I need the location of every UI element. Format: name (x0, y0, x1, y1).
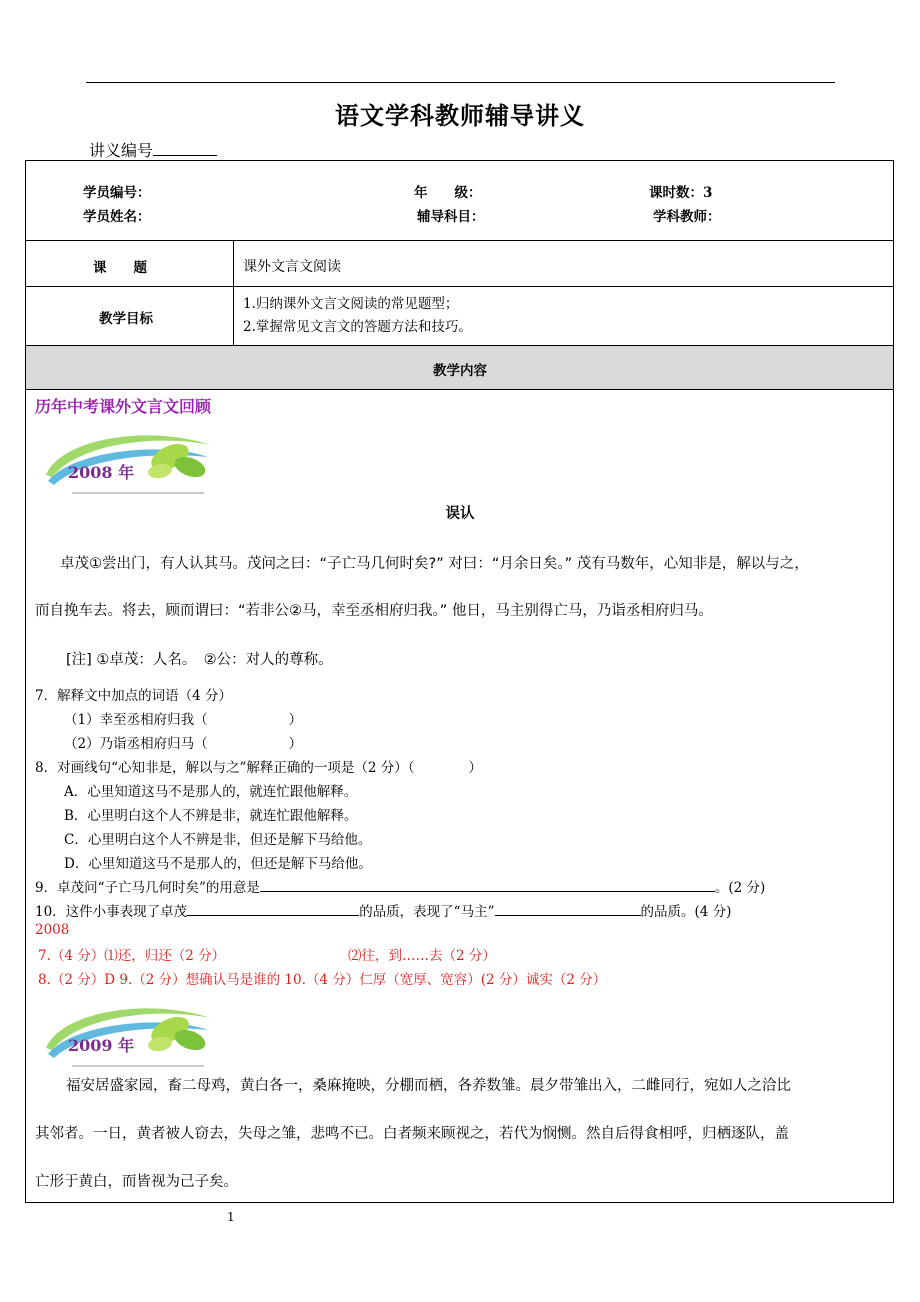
answer-8-10: 8.（2 分）D 9.（2 分）想确认马是谁的 10.（4 分）仁厚（宽厚、宽容）(2 分）诚实（2 分） (38, 972, 607, 988)
question-9-text: 9．卓茂问“子亡马几何时矣”的用意是 (35, 880, 260, 896)
passage-title: 误认 (445, 506, 475, 522)
question-10-text: 10．这件小事表现了卓茂 (35, 904, 188, 920)
year-label: 2008 年 (68, 463, 135, 482)
grade-label: 年 级： (414, 185, 482, 201)
answer-7-right: ⑵往，到……去（2 分） (348, 948, 496, 964)
subject-label: 辅导科目： (417, 209, 485, 225)
year-label: 2009 年 (68, 1036, 135, 1055)
year-badge-2008 (42, 427, 212, 499)
hours-label (649, 181, 712, 201)
handout-code-blank (153, 141, 217, 156)
hours-label-text: 课时数： (649, 185, 703, 201)
row-divider (25, 286, 894, 287)
question-9-score: 。(2 分) (714, 880, 766, 896)
row-divider (25, 345, 894, 346)
goal-item: 1.归纳课外文言文阅读的常见题型； (243, 296, 459, 312)
question-9 (35, 876, 765, 896)
topic-label: 课 题 (93, 260, 147, 276)
student-no-label: 学员编号： (83, 185, 151, 201)
passage-note: [注] ①卓茂：人名。 ②公：对人的尊称。 (66, 652, 333, 668)
question-7: 7．解释文中加点的词语（4 分） (35, 688, 232, 704)
handout-code (89, 138, 217, 161)
section-title: 历年中考课外文言文回顾 (35, 397, 212, 416)
option-c: C．心里明白这个人不辨是非，但还是解下马给他。 (64, 832, 372, 848)
answer-blank (260, 878, 715, 892)
row-divider (25, 240, 894, 241)
student-name-label: 学员姓名： (83, 209, 151, 225)
option-d: D．心里知道这马不是那人的，但还是解下马给他。 (64, 856, 372, 872)
handout-code-label: 讲义编号 (89, 141, 154, 160)
answer-blank (495, 902, 641, 916)
hours-value: 3 (703, 185, 713, 201)
doc-title: 语文学科教师辅导讲义 (335, 102, 585, 130)
top-rule (86, 82, 835, 83)
row-divider (25, 389, 894, 390)
answer-7-left: 7.（4 分）⑴还，归还（2 分） (38, 948, 226, 964)
passage-line: 亡形于黄白，而皆视为己子矣。 (35, 1174, 238, 1190)
question-7-2: （2）乃诣丞相府归马（ ） (64, 736, 303, 752)
question-10 (35, 900, 731, 920)
question-10-score: 的品质。(4 分) (640, 904, 732, 920)
passage-line: 其邻者。一日，黄者被人窃去，失母之雏，悲鸣不已。白者频来顾视之，若代为悯恻。然自后得食相呼，归栖逐队，盖 (35, 1126, 789, 1142)
option-a: A．心里知道这马不是那人的，就连忙跟他解释。 (64, 784, 358, 800)
option-b: B．心里明白这个人不辨是非，就连忙跟他解释。 (64, 808, 358, 824)
answer-year: 2008 (35, 922, 70, 938)
teacher-label: 学科教师： (653, 209, 721, 225)
question-10-mid: 的品质，表现了“马主” (359, 904, 495, 920)
year-badge-2009 (42, 1000, 212, 1072)
goal-item: 2.掌握常见文言文的答题方法和技巧。 (243, 319, 472, 335)
question-8: 8．对画线句“心知非是，解以与之”解释正确的一项是（2 分）（ ） (35, 760, 483, 776)
passage-line: 福安居盛家园，畜二母鸡，黄白各一，桑麻掩映，分棚而栖，各养数雏。晨夕带雏出入，二雌同行，宛如人之洽比 (66, 1078, 791, 1094)
topic-value: 课外文言文阅读 (243, 259, 341, 275)
column-divider (233, 240, 234, 345)
passage-line: 而自挽车去。将去，顾而谓曰：“若非公②马，幸至丞相府归我。” 他日，马主别得亡马，乃诣丞相府归马。 (35, 603, 713, 619)
answer-blank (187, 902, 359, 916)
content-label: 教学内容 (433, 363, 487, 379)
passage-line: 卓茂①尝出门，有人认其马。茂问之曰：“子亡马几何时矣?” 对曰：“月余日矣。” 茂有马数年，心知非是，解以与之， (60, 556, 809, 572)
goal-label: 教学目标 (99, 311, 153, 327)
page-number: 1 (227, 1210, 235, 1224)
question-7-1: （1）幸至丞相府归我（ ） (64, 712, 303, 728)
